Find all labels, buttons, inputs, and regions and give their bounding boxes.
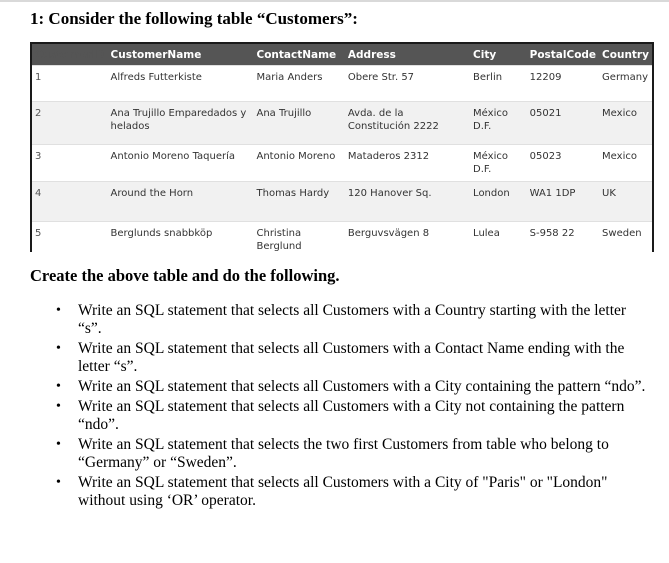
cell-city: México D.F. (470, 145, 527, 182)
cell-postal-code: 05023 (527, 145, 599, 182)
cell-contact-name: Thomas Hardy (254, 182, 345, 222)
header-postal-code: PostalCode (527, 44, 599, 66)
table-row (32, 102, 652, 145)
customers-table (32, 44, 652, 261)
header-address: Address (345, 44, 470, 66)
cell-customer-name: Antonio Moreno Taquería (108, 145, 254, 182)
top-divider (0, 0, 669, 2)
cell-country: Sweden (599, 222, 652, 262)
cell-postal-code: 12209 (527, 66, 599, 102)
cell-postal-code: WA1 1DP (527, 182, 599, 222)
task-item: • Write an SQL statement that selects all Customers with a Country starting with the letter “s”. (56, 302, 652, 338)
cell-contact-name: Christina Berglund (254, 222, 345, 262)
cell-customer-id: 3 (32, 145, 108, 182)
table-row (32, 182, 652, 222)
table-row (32, 222, 652, 262)
cell-address: Avda. de la Constitución 2222 (345, 102, 470, 145)
cell-city: México D.F. (470, 102, 527, 145)
task-item: • Write an SQL statement that selects all Customers with a City of "Paris" or "London" without using ‘OR’ operator. (56, 474, 652, 510)
instruction-text: Create the above table and do the following. (30, 266, 340, 285)
cell-customer-id: 5 (32, 222, 108, 262)
cell-address: Berguvsvägen 8 (345, 222, 470, 262)
header-country: Country (599, 44, 652, 66)
header-city: City (470, 44, 527, 66)
cell-city: Lulea (470, 222, 527, 262)
table-row (32, 66, 652, 102)
header-contact-name: ContactName (254, 44, 345, 66)
question-heading: 1: Consider the following table “Customers”: (30, 9, 358, 28)
cell-country: Mexico (599, 102, 652, 145)
cell-address: 120 Hanover Sq. (345, 182, 470, 222)
cell-customer-id: 2 (32, 102, 108, 145)
cell-customer-name: Berglunds snabbköp (108, 222, 254, 262)
cell-country: Germany (599, 66, 652, 102)
cell-contact-name: Ana Trujillo (254, 102, 345, 145)
cell-customer-name: Alfreds Futterkiste (108, 66, 254, 102)
task-list (56, 302, 652, 512)
cell-customer-name: Around the Horn (108, 182, 254, 222)
task-item: • Write an SQL statement that selects all Customers with a Contact Name ending with the letter “s”. (56, 340, 652, 376)
table-header-row (32, 44, 652, 66)
cell-customer-id: 4 (32, 182, 108, 222)
task-item: • Write an SQL statement that selects all Customers with a City containing the pattern “ndo”. (56, 378, 652, 396)
cell-contact-name: Maria Anders (254, 66, 345, 102)
table-row (32, 145, 652, 182)
cell-country: Mexico (599, 145, 652, 182)
cell-postal-code: 05021 (527, 102, 599, 145)
header-customer-name: CustomerName (108, 44, 254, 66)
cell-address: Obere Str. 57 (345, 66, 470, 102)
cell-city: Berlin (470, 66, 527, 102)
cell-country: UK (599, 182, 652, 222)
task-item: • Write an SQL statement that selects all Customers with a City not containing the pattern “ndo”. (56, 398, 652, 434)
header-customer-id: CustomerID (32, 44, 108, 66)
cell-contact-name: Antonio Moreno (254, 145, 345, 182)
cell-address: Mataderos 2312 (345, 145, 470, 182)
customers-table-container (30, 42, 654, 252)
cell-customer-name: Ana Trujillo Emparedados y helados (108, 102, 254, 145)
task-item: • Write an SQL statement that selects the two first Customers from table who belong to “Germany” or “Sweden”. (56, 436, 652, 472)
cell-postal-code: S-958 22 (527, 222, 599, 262)
cell-customer-id: 1 (32, 66, 108, 102)
cell-city: London (470, 182, 527, 222)
